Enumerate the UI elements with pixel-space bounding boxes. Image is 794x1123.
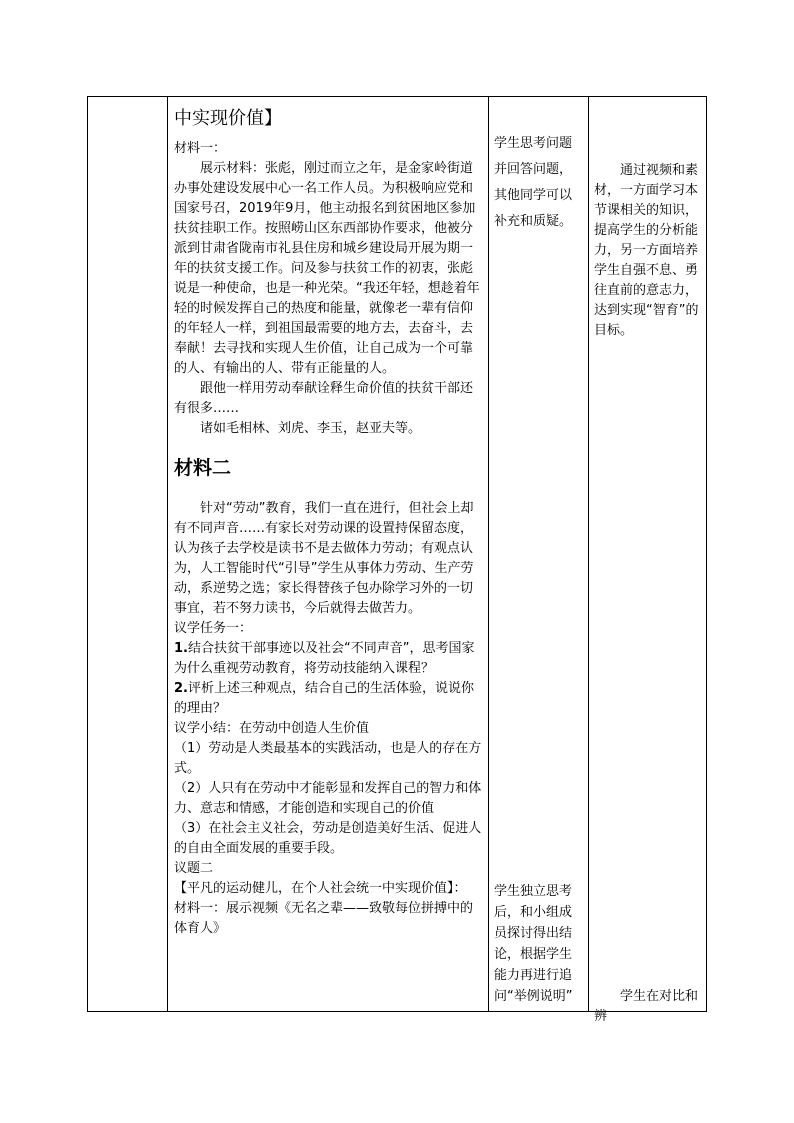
topic-2-heading: 【平凡的运动健儿，在个人社会统一中实现价值】： xyxy=(174,881,467,896)
material-2-title: 材料二 xyxy=(174,457,232,479)
column-divider xyxy=(488,97,489,1011)
material-1-paragraph-3: 诸如毛相林、刘虎、李玉，赵亚夫等。 xyxy=(200,421,422,436)
task-1-number: 1. xyxy=(174,641,188,656)
column-divider xyxy=(588,97,589,1011)
student-activity-text: 学生思考问题并回答问题，其他同学可以补充和质疑。 xyxy=(494,136,573,229)
topic-2-material-1: 材料一：展示视频《无名之辈——致敬每位拼搏中的体育人》 xyxy=(174,901,474,936)
design-intent-text: 学生在对比和辨 xyxy=(594,989,699,1024)
student-activity-top xyxy=(494,131,582,281)
material-1-body: 展示材料：张彪，刚过而立之年，是金家岭街道办事处建设发展中心一名工作人员。为积极响应党和国家号召，2019年9月，他主动报名到贫困地区参加扶贫挂职工作。按照崂山区东西部协作要求，他被分派到甘肃省陇南市礼县住房和城乡建设局开展为期一年的扶贫支援工作。问及参与扶贫工作的初衷，张彪说是一种使命，也是一种光荣。“我还年轻，想趁着年轻的时候发挥自己的热度和能量，就像老一辈有信仰的年轻人一样，到祖国最需要的地方去，去奋斗，去奉献！去寻找和实现人生价值，让自己成为一个可靠的人、有输出的人、带有正能量的人。 xyxy=(174,161,480,376)
summary-point-1: （1）劳动是人类最基本的实践活动，也是人的存在方式。 xyxy=(174,741,482,776)
task-2-text: 评析上述三种观点，结合自己的生活体验，说说你的理由？ xyxy=(174,681,474,716)
heading-continuation: 中实现价值】 xyxy=(174,108,282,129)
task-1-text: 结合扶贫干部事迹以及社会“不同声音”，思考国家为什么重视劳动教育，将劳动技能纳入课程？ xyxy=(174,641,475,676)
summary-point-2: （2）人只有在劳动中才能彰显和发挥自己的智力和体力、意志和情感，才能创造和实现自己的价值 xyxy=(174,781,482,816)
design-intent-text: 通过视频和素材，一方面学习本节课相关的知识，提高学生的分析能力，另一方面培养学生自强不息、勇往直前的意志力，达到实现“智育”的目标。 xyxy=(594,163,699,338)
summary-title: 议学小结：在劳动中创造人生价值 xyxy=(174,721,370,736)
design-intent-bottom xyxy=(594,987,702,1024)
task-2-number: 2. xyxy=(174,681,188,696)
summary-point-3: （3）在社会主义社会，劳动是创造美好生活、促进人的自由全面发展的重要手段。 xyxy=(174,821,482,856)
lesson-table xyxy=(87,96,707,1024)
design-intent-top xyxy=(594,161,702,381)
teaching-content-cell xyxy=(174,105,484,1005)
student-activity-text: 学生独立思考后，和小组成员探讨得出结论，根据学生能力再进行追问“举例说明” xyxy=(494,884,573,1004)
student-activity-bottom xyxy=(494,881,582,1009)
column-divider xyxy=(167,97,168,1011)
table-cell-empty xyxy=(88,97,167,1011)
material-1-label: 材料一： xyxy=(174,141,227,156)
topic-2-label: 议题二 xyxy=(174,861,214,876)
material-2-body: 针对“劳动”教育，我们一直在进行，但社会上却有不同声音……有家长对劳动课的设置持保留态度，认为孩子去学校是读书不是去做体力劳动；有观点认为，人工智能时代“引导”学生从事体力劳动、生产劳动，系逆势之选；家长得替孩子包办除学习外的一切事宜，若不努力读书，今后就得去做苦力。 xyxy=(174,501,474,616)
task-1-label: 议学任务一： xyxy=(174,621,253,636)
task-1-question xyxy=(174,639,484,679)
task-2-question xyxy=(174,679,484,719)
material-1-paragraph-2: 跟他一样用劳动奉献诠释生命价值的扶贫干部还有很多…… xyxy=(174,381,474,416)
